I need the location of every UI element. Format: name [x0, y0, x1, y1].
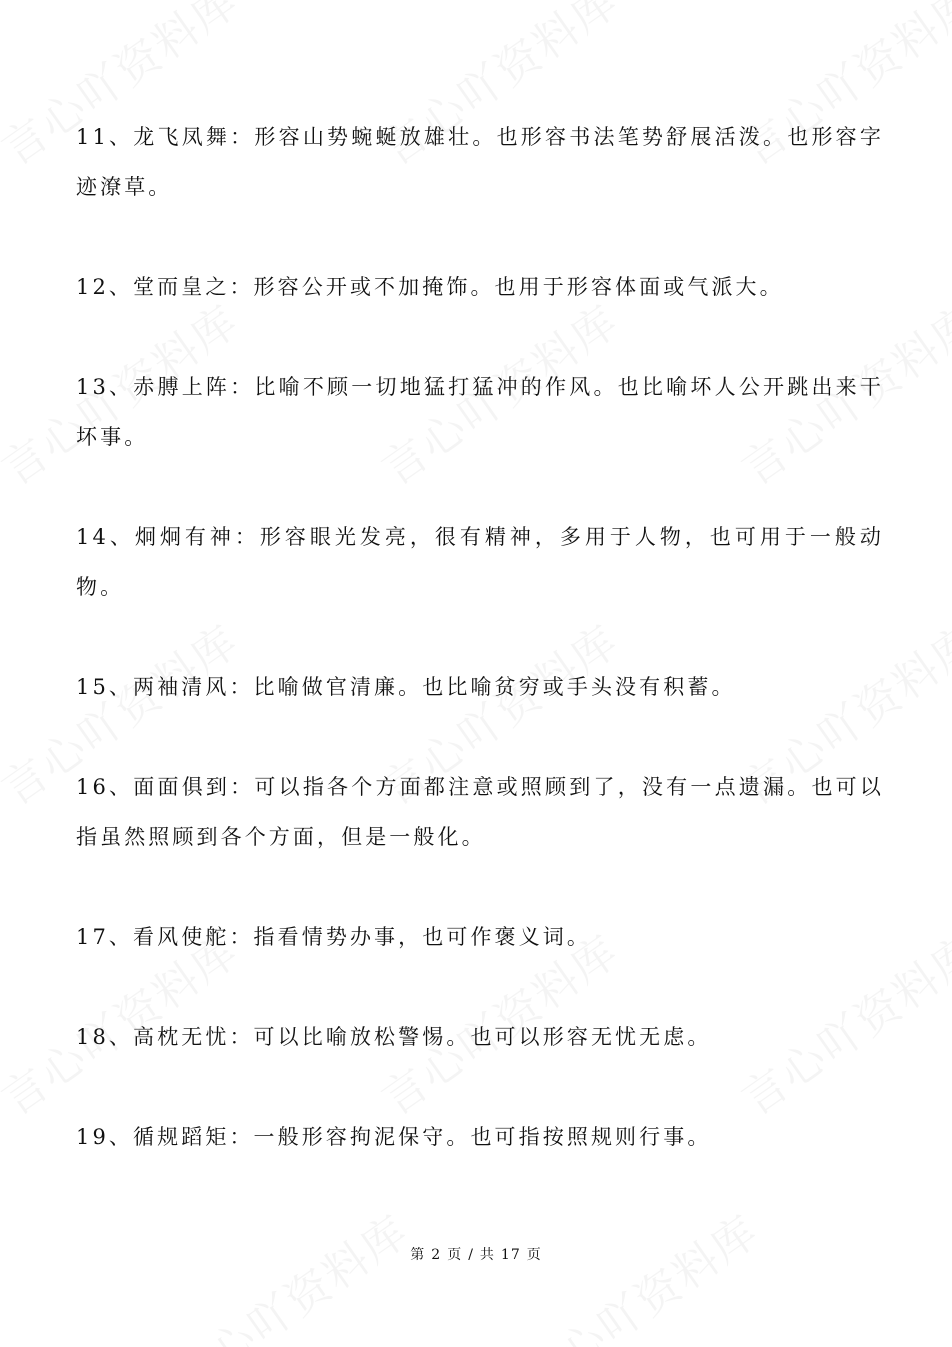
idiom-definition: 比喻做官清廉。也比喻贫穷或手头没有积蓄。 — [253, 675, 736, 699]
entry-number: 12 — [76, 275, 109, 299]
watermark — [507, 1197, 770, 1347]
entry-separator: 、 — [108, 275, 134, 299]
entry-colon: ： — [229, 275, 254, 299]
idiom-entry — [76, 762, 884, 862]
entry-number: 11 — [76, 125, 109, 149]
idiom-term: 高枕无忧 — [133, 1025, 230, 1049]
entry-number: 13 — [76, 375, 109, 399]
entry-number: 19 — [76, 1125, 109, 1149]
entry-colon: ： — [229, 675, 254, 699]
entry-number: 17 — [76, 925, 109, 949]
idiom-entry — [76, 512, 884, 612]
idiom-term: 循规蹈矩 — [133, 1125, 230, 1149]
footer-prefix: 第 — [410, 1247, 426, 1263]
idiom-entry — [76, 262, 884, 312]
page-footer — [0, 1244, 952, 1264]
idiom-list — [76, 112, 884, 1212]
idiom-entry — [76, 362, 884, 462]
entry-colon: ： — [230, 125, 255, 149]
idiom-definition: 比喻不顾一切地猛打猛冲的作风。也比喻坏人公开跳出来干坏事。 — [76, 375, 884, 449]
idiom-entry — [76, 1112, 884, 1162]
idiom-definition: 形容公开或不加掩饰。也用于形容体面或气派大。 — [253, 275, 784, 299]
entry-separator: 、 — [108, 125, 134, 149]
entry-colon: ： — [230, 375, 255, 399]
entry-number: 16 — [76, 775, 109, 799]
idiom-definition: 可以指各个方面都注意或照顾到了，没有一点遗漏。也可以指虽然照顾到各个方面，但是一般化。 — [76, 775, 884, 849]
entry-colon: ： — [234, 525, 260, 549]
entry-number: 15 — [76, 675, 109, 699]
idiom-term: 炯炯有神 — [134, 525, 235, 549]
idiom-term: 龙飞凤舞 — [133, 125, 231, 149]
idiom-entry — [76, 112, 884, 212]
idiom-definition: 形容眼光发亮，很有精神，多用于人物，也可用于一般动物。 — [76, 525, 884, 599]
idiom-term: 看风使舵 — [133, 925, 230, 949]
idiom-definition: 形容山势蜿蜒放雄壮。也形容书法笔势舒展活泼。也形容字迹潦草。 — [76, 125, 884, 199]
current-page-number: 2 — [431, 1247, 442, 1263]
idiom-term: 堂而皇之 — [133, 275, 230, 299]
entry-separator: 、 — [108, 675, 134, 699]
idiom-definition: 一般形容拘泥保守。也可指按照规则行事。 — [253, 1125, 712, 1149]
idiom-term: 赤膊上阵 — [133, 375, 231, 399]
entry-colon: ： — [229, 1125, 254, 1149]
entry-number: 14 — [76, 525, 109, 549]
entry-number: 18 — [76, 1025, 109, 1049]
watermark — [157, 1197, 420, 1347]
footer-page-word: 页 — [447, 1247, 463, 1263]
entry-colon: ： — [230, 775, 255, 799]
footer-total-suffix: 页 — [526, 1247, 542, 1263]
entry-separator: 、 — [108, 925, 134, 949]
total-page-number: 17 — [500, 1247, 521, 1263]
idiom-term: 两袖清风 — [133, 675, 230, 699]
idiom-entry — [76, 1012, 884, 1062]
entry-separator: 、 — [108, 1125, 134, 1149]
footer-slash: / — [468, 1247, 474, 1263]
entry-separator: 、 — [108, 775, 134, 799]
entry-separator: 、 — [108, 375, 134, 399]
idiom-entry — [76, 662, 884, 712]
entry-colon: ： — [229, 1025, 254, 1049]
footer-total-prefix: 共 — [479, 1247, 495, 1263]
idiom-definition: 可以比喻放松警惕。也可以形容无忧无虑。 — [253, 1025, 712, 1049]
entry-separator: 、 — [108, 1025, 134, 1049]
idiom-term: 面面俱到 — [133, 775, 231, 799]
entry-separator: 、 — [108, 525, 135, 549]
idiom-definition: 指看情势办事，也可作褒义词。 — [253, 925, 591, 949]
idiom-entry — [76, 912, 884, 962]
entry-colon: ： — [229, 925, 254, 949]
